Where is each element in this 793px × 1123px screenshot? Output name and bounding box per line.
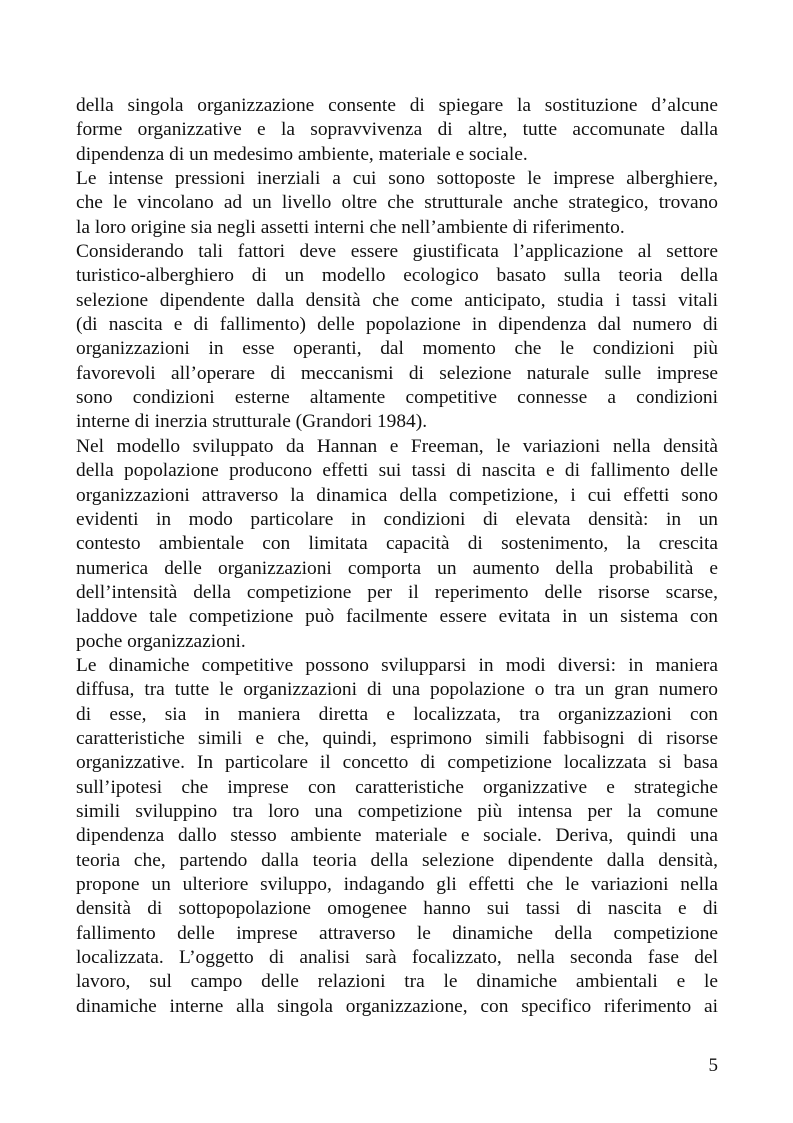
paragraph-1 [76,94,718,167]
text-line: turistico-alberghiero di un modello ecologico basato sulla teoria della [76,265,718,287]
text-line: che le vincolano ad un livello oltre che strutturale anche strategico, trovano [76,192,718,214]
text-line: Le intense pressioni inerziali a cui sono sottoposte le imprese alberghiere, [76,168,718,190]
paragraph-2 [76,167,718,240]
text-line: evidenti in modo particolare in condizioni di elevata densità: in un [76,508,718,530]
text-line: organizzazioni in esse operanti, dal momento che le condizioni più [76,338,718,360]
text-line: dipendenza di un medesimo ambiente, materiale e sociale. [76,143,528,165]
text-line: teoria che, partendo dalla teoria della selezione dipendente dalla densità, [76,849,718,871]
body-text [76,94,718,1019]
text-line: sono condizioni esterne altamente competitive connesse a condizioni [76,387,718,409]
text-line: della popolazione producono effetti sui tassi di nascita e di fallimento delle [76,460,718,482]
text-line: Considerando tali fattori deve essere giustificata l’applicazione al settore [76,241,718,263]
text-line: simili sviluppino tra loro una competizione più intensa per la comune [76,800,718,822]
text-line: dinamiche interne alla singola organizzazione, con specifico riferimento ai [76,995,718,1017]
text-line: dipendenza dallo stesso ambiente materiale e sociale. Deriva, quindi una [76,825,718,847]
text-line: organizzative. In particolare il concetto di competizione localizzata si basa [76,752,718,774]
text-line: favorevoli all’operare di meccanismi di selezione naturale sulle imprese [76,362,718,384]
page-number: 5 [708,1055,718,1076]
text-line: poche organizzazioni. [76,630,246,652]
text-line: contesto ambientale con limitata capacità di sostenimento, la crescita [76,533,718,555]
text-line: della singola organizzazione consente di spiegare la sostituzione d’alcune [76,95,718,116]
text-line: laddove tale competizione può facilmente essere evitata in un sistema con [76,606,718,628]
text-line: lavoro, sul campo delle relazioni tra le dinamiche ambientali e le [76,971,718,993]
text-line: interne di inerzia strutturale (Grandori 1984). [76,411,428,433]
paragraph-5 [76,654,718,1019]
text-line: propone un ulteriore sviluppo, indagando gli effetti che le variazioni nella [76,874,718,895]
text-line: Nel modello sviluppato da Hannan e Freeman, le variazioni nella densità [76,435,718,457]
paragraph-4 [76,435,718,654]
text-line: di esse, sia in maniera diretta e localizzata, tra organizzazioni con [76,703,718,725]
text-line: la loro origine sia negli assetti interni che nell’ambiente di riferimento. [76,216,625,238]
text-line: selezione dipendente dalla densità che come anticipato, studia i tassi vitali [76,289,718,311]
paragraph-3 [76,240,718,435]
text-line: numerica delle organizzazioni comporta un aumento della probabilità e [76,557,718,579]
text-line: diffusa, tra tutte le organizzazioni di una popolazione o tra un gran numero [76,679,718,701]
text-line: localizzata. L’oggetto di analisi sarà focalizzato, nella seconda fase del [76,947,718,969]
text-line: densità di sottopopolazione omogenee hanno sui tassi di nascita e di [76,898,718,920]
text-line: sull’ipotesi che imprese con caratteristiche organizzative e strategiche [76,776,718,798]
text-line: fallimento delle imprese attraverso le dinamiche della competizione [76,922,718,944]
text-line: forme organizzative e la sopravvivenza di altre, tutte accomunate dalla [76,119,718,141]
text-line: caratteristiche simili e che, quindi, esprimono simili fabbisogni di risorse [76,727,718,749]
text-line: (di nascita e di fallimento) delle popolazione in dipendenza dal numero di [76,314,718,336]
text-line: Le dinamiche competitive possono svilupparsi in modi diversi: in maniera [76,654,718,676]
text-line: dell’intensità della competizione per il reperimento delle risorse scarse, [76,581,718,603]
text-line: organizzazioni attraverso la dinamica della competizione, i cui effetti sono [76,484,718,506]
